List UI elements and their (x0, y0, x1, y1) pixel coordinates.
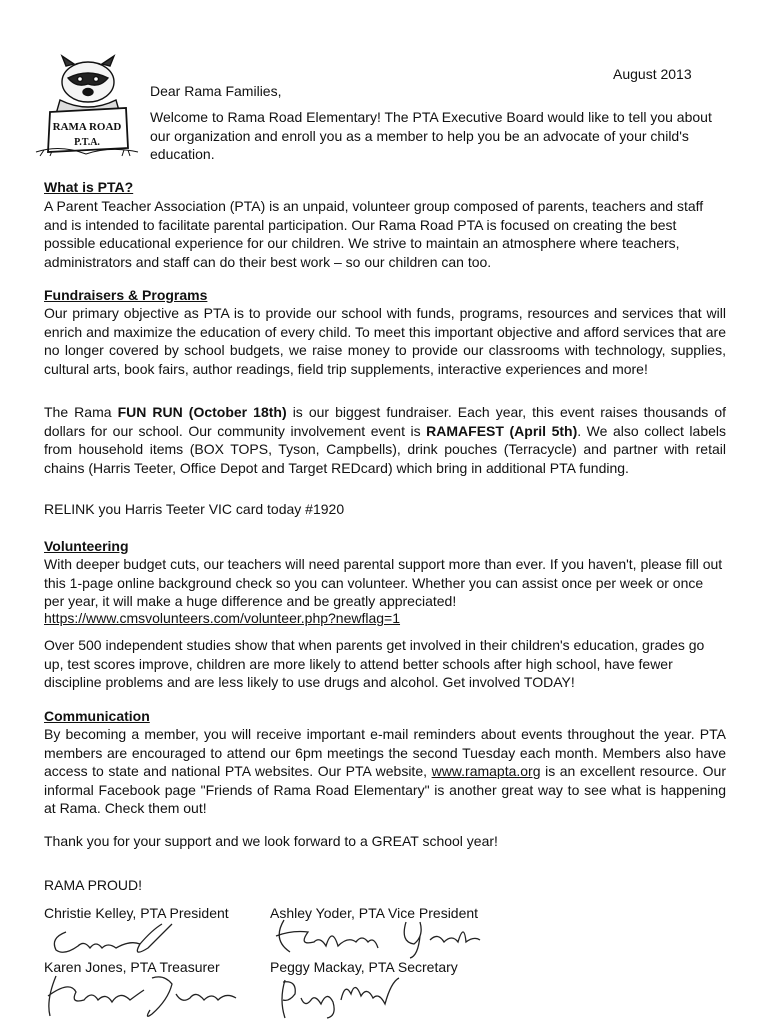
raccoon-logo-icon (30, 52, 142, 162)
volunteer-link[interactable]: https://www.cmsvolunteers.com/volunteer.php?newflag=1 (44, 610, 401, 626)
heading-fundraisers: Fundraisers & Programs (44, 287, 208, 303)
fun-run-text-2: is our biggest fundraiser. Each year, this event raises thousands of dollars for our school. Our community involvement event is (44, 404, 727, 439)
heading-communication: Communication (44, 708, 150, 724)
treasurer-signature (40, 970, 250, 1022)
volunteering-paragraph: With deeper budget cuts, our teachers will need parental support more than ever. If you haven't, please fill out this 1-page online background check so you can volunteer. Whether you can assist once per week or once per year, it will make a huge difference and be greatly appreciated! (44, 556, 723, 610)
vice-president-name: Ashley Yoder, PTA Vice President (270, 905, 479, 921)
president-name: Christie Kelley, PTA President (44, 905, 229, 921)
communication-text-1: By becoming a member, you will receive important e-mail reminders about events throughout the year. PTA members are encouraged to attend our 6pm meetings the second Tuesday each month. Members also have access to state and national PTA websites. Our PTA website, (44, 726, 726, 780)
vice-president-signature (268, 912, 508, 962)
rama-proud: RAMA PROUD! (44, 877, 143, 893)
website-link[interactable]: www.ramapta.org (431, 763, 541, 780)
communication-paragraph (44, 725, 726, 818)
fun-run-paragraph (44, 403, 726, 477)
what-is-pta-paragraph: A Parent Teacher Association (PTA) is an unpaid, volunteer group composed of parents, teachers and staff and is intended to facilitate parental participation. Our Rama Road PTA is focused on creating the best possible educational experience for our children. We strive to maintain an atmosphere where teachers, administrators and staff can do their best work – so our children can too. (44, 198, 704, 270)
president-signature (44, 918, 194, 960)
heading-volunteering: Volunteering (44, 538, 129, 554)
ramafest-date: RAMAFEST (April 5th) (426, 422, 578, 439)
intro-paragraph: Welcome to Rama Road Elementary! The PTA Executive Board would like to tell you about our organization and enroll you as a member to help you be an advocate of your child's education. (150, 109, 712, 162)
letter-date: August 2013 (613, 66, 692, 82)
fun-run-date: FUN RUN (October 18th) (117, 404, 287, 420)
secretary-signature (275, 972, 415, 1022)
logo-text-rama-road: RAMA ROAD (52, 121, 122, 133)
relink-note: RELINK you Harris Teeter VIC card today #1920 (44, 501, 345, 517)
treasurer-name: Karen Jones, PTA Treasurer (44, 959, 220, 975)
salutation: Dear Rama Families, (150, 83, 282, 99)
thank-you-line: Thank you for your support and we look forward to a GREAT school year! (44, 833, 498, 849)
logo-text-pta: P.T.A. (74, 137, 100, 148)
fun-run-text-3: . We also collect labels from household items (BOX TOPS, Tyson, Campbells), drink pouches (Terracycle) and partner with retail chains (Harris Teeter, Office Depot and Target REDcard) which bring in additional PTA funding. (44, 422, 727, 476)
fun-run-text-1: The Rama (44, 404, 118, 420)
studies-paragraph: Over 500 independent studies show that when parents get involved in their children's education, grades go up, test scores improve, children are more likely to attend better schools after high school, have fewer discipline problems and are less likely to use drugs and alcohol. Get involved TODAY! (44, 637, 705, 691)
heading-what-is-pta: What is PTA? (44, 179, 134, 195)
communication-text-2: is an excellent resource. Our informal Facebook page "Friends of Rama Road Elementary" is another great way to see what is happening at Rama. Check them out! (44, 763, 726, 817)
fundraisers-paragraph: Our primary objective as PTA is to provide our school with funds, programs, resources and services that will enrich and maximize the education of every child. To meet this important objective and afford services that are no longer covered by school budgets, we raise money to provide our classrooms with technology, supplies, cultural arts, book fairs, author readings, field trip supplements, interactive experiences and more! (44, 305, 726, 377)
secretary-name: Peggy Mackay, PTA Secretary (270, 959, 458, 975)
